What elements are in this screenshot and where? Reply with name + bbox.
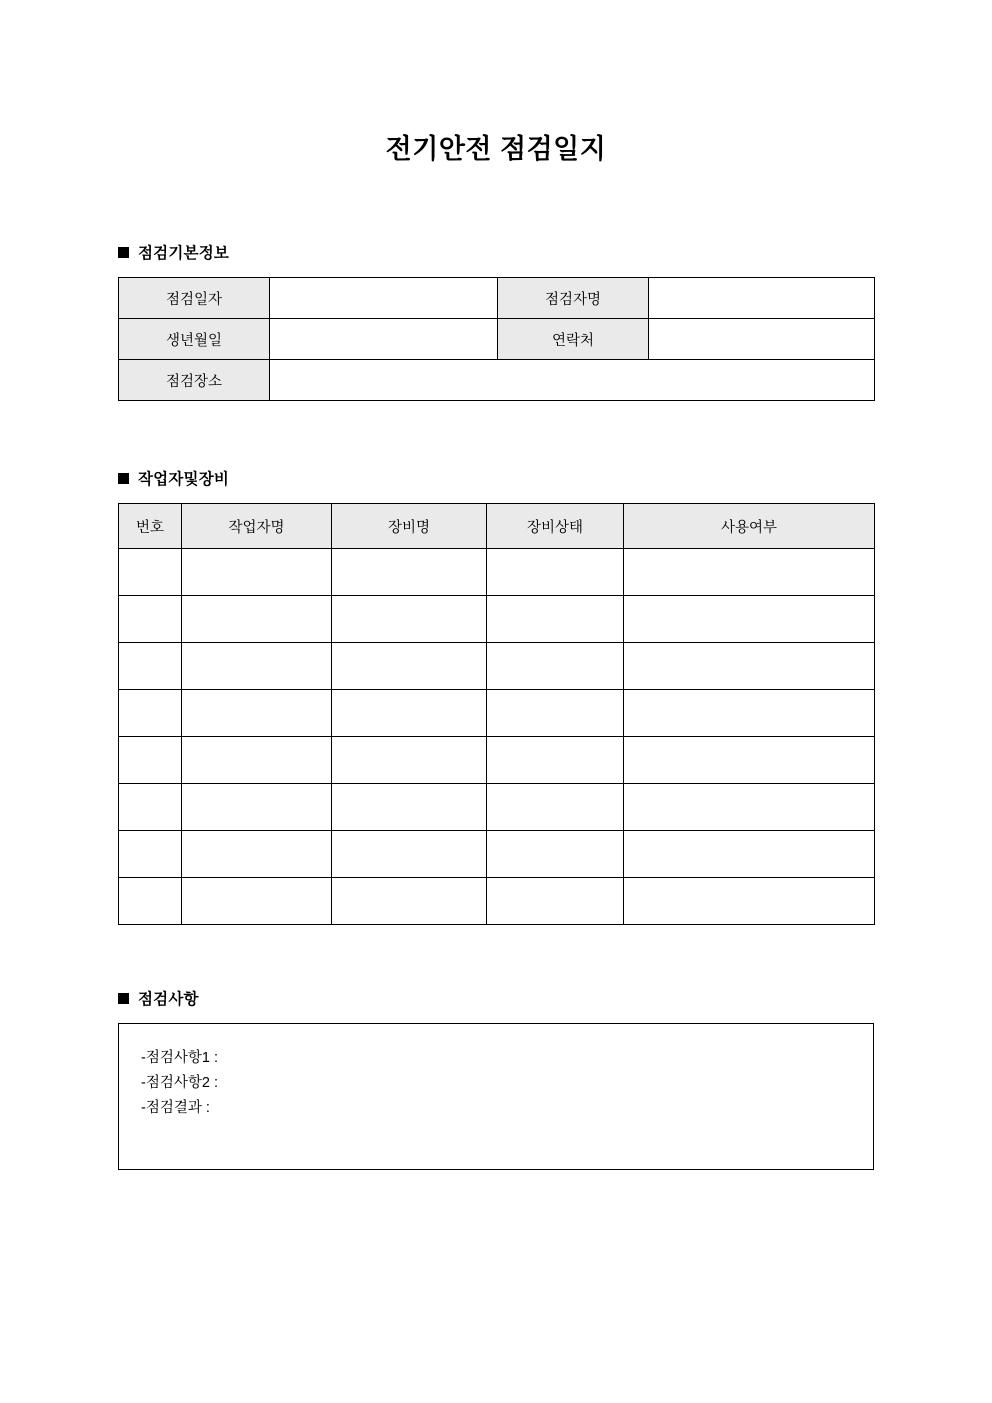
field-inspector-name[interactable] — [649, 278, 875, 319]
column-header-number: 번호 — [119, 504, 182, 549]
cell-equipment-name[interactable] — [332, 831, 487, 878]
table-row — [119, 878, 875, 925]
square-marker-icon — [118, 247, 129, 258]
inspection-notes-box[interactable] — [118, 1023, 874, 1170]
table-row — [119, 360, 875, 401]
workers-equipment-table — [118, 503, 875, 925]
cell-number[interactable] — [119, 831, 182, 878]
cell-number[interactable] — [119, 643, 182, 690]
label-inspection-location: 점검장소 — [119, 360, 270, 401]
cell-number[interactable] — [119, 737, 182, 784]
table-row — [119, 549, 875, 596]
basic-info-table — [118, 277, 875, 401]
section-heading-inspection-notes — [0, 987, 992, 1009]
cell-number[interactable] — [119, 690, 182, 737]
cell-number[interactable] — [119, 596, 182, 643]
label-inspector-name: 점검자명 — [498, 278, 649, 319]
cell-equipment-status[interactable] — [487, 878, 624, 925]
cell-equipment-status[interactable] — [487, 690, 624, 737]
field-birth-date[interactable] — [270, 319, 498, 360]
square-marker-icon — [118, 473, 129, 484]
field-inspection-date[interactable] — [270, 278, 498, 319]
cell-usage[interactable] — [624, 596, 875, 643]
cell-equipment-status[interactable] — [487, 784, 624, 831]
workers-equipment-table-body — [119, 549, 875, 925]
cell-equipment-status[interactable] — [487, 643, 624, 690]
table-row — [119, 737, 875, 784]
workers-equipment-table-wrapper — [0, 503, 992, 925]
label-inspection-date: 점검일자 — [119, 278, 270, 319]
note-line-3: -점검결과 : — [141, 1100, 210, 1117]
section-title-inspection-notes: 점검사항 — [138, 991, 199, 1009]
cell-worker-name[interactable] — [182, 643, 332, 690]
label-contact: 연락처 — [498, 319, 649, 360]
cell-equipment-name[interactable] — [332, 643, 487, 690]
cell-worker-name[interactable] — [182, 737, 332, 784]
table-row — [119, 319, 875, 360]
cell-equipment-status[interactable] — [487, 596, 624, 643]
column-header-equipment-status: 장비상태 — [487, 504, 624, 549]
section-heading-workers-equipment — [0, 467, 992, 489]
cell-number[interactable] — [119, 549, 182, 596]
cell-usage[interactable] — [624, 878, 875, 925]
table-row — [119, 643, 875, 690]
cell-number[interactable] — [119, 784, 182, 831]
field-inspection-location[interactable] — [270, 360, 875, 401]
column-header-usage: 사용여부 — [624, 504, 875, 549]
basic-info-table-wrapper — [0, 277, 992, 401]
page-title: 전기안전 점검일지 — [385, 134, 607, 164]
cell-usage[interactable] — [624, 831, 875, 878]
cell-equipment-name[interactable] — [332, 690, 487, 737]
cell-number[interactable] — [119, 878, 182, 925]
table-row — [119, 784, 875, 831]
cell-usage[interactable] — [624, 643, 875, 690]
cell-worker-name[interactable] — [182, 831, 332, 878]
cell-equipment-status[interactable] — [487, 737, 624, 784]
cell-equipment-status[interactable] — [487, 831, 624, 878]
note-line-2: -점검사항2 : — [141, 1075, 218, 1092]
note-line-1: -점검사항1 : — [141, 1050, 218, 1067]
cell-worker-name[interactable] — [182, 878, 332, 925]
cell-equipment-name[interactable] — [332, 596, 487, 643]
table-row — [119, 690, 875, 737]
label-birth-date: 생년월일 — [119, 319, 270, 360]
cell-equipment-status[interactable] — [487, 549, 624, 596]
cell-equipment-name[interactable] — [332, 737, 487, 784]
cell-worker-name[interactable] — [182, 596, 332, 643]
cell-worker-name[interactable] — [182, 690, 332, 737]
cell-equipment-name[interactable] — [332, 878, 487, 925]
table-header-row — [119, 504, 875, 549]
cell-usage[interactable] — [624, 784, 875, 831]
cell-worker-name[interactable] — [182, 549, 332, 596]
cell-usage[interactable] — [624, 549, 875, 596]
cell-usage[interactable] — [624, 690, 875, 737]
cell-equipment-name[interactable] — [332, 549, 487, 596]
square-marker-icon — [118, 993, 129, 1004]
section-heading-basic-info — [0, 241, 992, 263]
cell-worker-name[interactable] — [182, 784, 332, 831]
column-header-equipment-name: 장비명 — [332, 504, 487, 549]
cell-usage[interactable] — [624, 737, 875, 784]
field-contact[interactable] — [649, 319, 875, 360]
section-title-workers-equipment: 작업자및장비 — [138, 471, 230, 489]
table-row — [119, 596, 875, 643]
section-title-basic-info: 점검기본정보 — [138, 245, 230, 263]
table-row — [119, 831, 875, 878]
table-row — [119, 278, 875, 319]
cell-equipment-name[interactable] — [332, 784, 487, 831]
column-header-worker-name: 작업자명 — [182, 504, 332, 549]
